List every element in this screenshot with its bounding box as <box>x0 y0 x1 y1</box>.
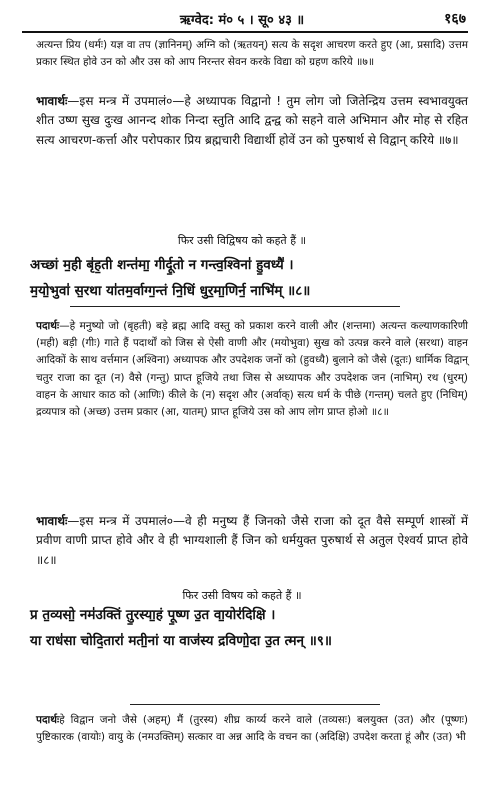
mantra-2-rule <box>130 704 380 705</box>
header-title: ऋग्वेद: मं० ५ । सू० ४३ ॥ <box>179 13 305 28</box>
mantra-1-line-1: अच्छां म॒ही बृ॑ह॒ती शन्त॑मा॒ गीर्दू॒तो न गन्त्व॒श्विना॑ हु॒वध्यै॑ । <box>30 257 294 273</box>
bhavarth-label: भावार्थः <box>36 514 68 528</box>
bhavarth-label: भावार्थः <box>36 94 68 108</box>
mantra-2-line-2: या राध॑सा चोदि॒तारा॑ मती॒नां या वाज॑स्य द्रविणो॒दा उ॒त त्मन् ॥९॥ <box>30 633 332 649</box>
running-header <box>0 8 484 32</box>
bhavarth-text: —इस मन्त्र में उपमालं०—वे ही मनुष्य हैं जिनको जैसे राजा को दूत वैसे सम्पूर्ण शास्त्रों में प्रवीण वाणी प्राप्त होवे और वे ही भाग्यशाली हैं जिन को धर्मयुक्त पुरुषार्थ से अतुल ऐश्वर्य प्राप्त होवे ॥८॥ <box>36 514 468 567</box>
padarth-label: पदार्थः <box>36 320 60 332</box>
mantra-2 <box>30 602 470 654</box>
bhavarth-1 <box>36 92 468 150</box>
bhavarth-2 <box>36 512 468 570</box>
mantra-2-line-1: प्र त॒व्यसो॒ नम॑उक्तिं तु॒रस्या॒हं पू॒ष्ण उ॒त वा॒योर॑दिक्षि । <box>30 607 276 623</box>
intro-line-2: फिर उसी विषय को कहते हैं ॥ <box>182 589 302 602</box>
header-rule <box>22 31 468 33</box>
intro-line-1: फिर उसी विद्विषय को कहते हैं ॥ <box>177 234 307 247</box>
padarth-text: —हे मनुष्यो जो (बृहती) बड़े ब्रह्म आदि वस्तु को प्रकाश करने वाली और (शन्तमा) अत्यन्त कल्याणकारिणी (मही) बड़ी (गीः) गाते हैं पदार्थों को जिस से ऐसी वाणी और (मयोभुवा) सुख को उत्पन्न करने वाले (सरथा) वाहन आदिकों के साथ वर्त्तमान (अश्विना) अध्यापक और उपदेशक जनों को (हुवध्यै) बुलाने को जैसे (दूतः) धार्मिक विद्वान् चतुर राजा का दूत (न) वैसे (गन्तु) प्राप्त हूजिये तथा जिस से अध्यापक और उपदेशक जन (नाभिम्) रथ (धुरम्) वाहन के आधार काठ को (आणिः) कीले के (न) सदृश और (अर्वाक्) सत्य धर्म के पीछे (गन्तम्) चलते हुए (निधिम्) द्रव्यपात्र को (अच्छ) उत्तम प्रकार (आ, यातम्) प्राप्त हूजिये उस को आप लोग प्राप्त होओ ॥८॥ <box>36 320 468 419</box>
mantra-1-line-2: म॒यो॒भुवा॑ स॒रथा या॑तम॒र्वाग्ग॒न्तं नि॒धिं धुर॒मा॒णिर्न॒ नाभि॑म् ॥८॥ <box>30 283 311 299</box>
padarth-label: पदार्थः <box>36 714 60 726</box>
padarth-2 <box>36 712 468 746</box>
bhavarth-text: —इस मन्त्र में उपमालं०—हे अध्यापक विद्वानो ! तुम लोग जो जितेन्द्रिय उत्तम स्वभावयुक्त शीत उष्ण सुख दुःख आनन्द शोक निन्दा स्तुति आदि द्वन्द्व को सहने वाले अभिमान और मोह से रहित सत्य आचरण-कर्त्ता और परोपकार प्रिय ब्रह्मचारी विद्यार्थी होवें उन को पुरुषार्थ से विद्वान् करिये ॥७॥ <box>36 94 468 147</box>
padarth-text: हे विद्वान जनो जैसे (अहम्) मैं (तुरस्य) शीघ्र कार्य्य करने वाले (तव्यसः) बलयुक्त (उत) और (पूष्णः) पुष्टिकारक (वायोः) वायु के (नमउक्तिम्) सत्कार वा अन्न आदि के वचन का (अदिक्षि) उपदेश करता हूं और (उत) भी <box>36 714 468 744</box>
mantra-1 <box>30 252 470 304</box>
paragraph-text: अत्यन्त प्रिय (धर्मः) यज्ञ वा तप (ज्ञानिनम्) अग्नि को (ऋतयन्) सत्य के सदृश आचरण करते हुए (आ, प्रसादि) उत्तम प्रकार स्थित होवे उन को और उस को आप निरन्तर सेवन करके विद्या को ग्रहण करिये ॥७॥ <box>36 39 468 69</box>
paragraph-continued <box>36 37 468 71</box>
padarth-1 <box>36 318 468 421</box>
page-number: १६७ <box>444 11 466 27</box>
mantra-1-rule <box>70 306 400 307</box>
